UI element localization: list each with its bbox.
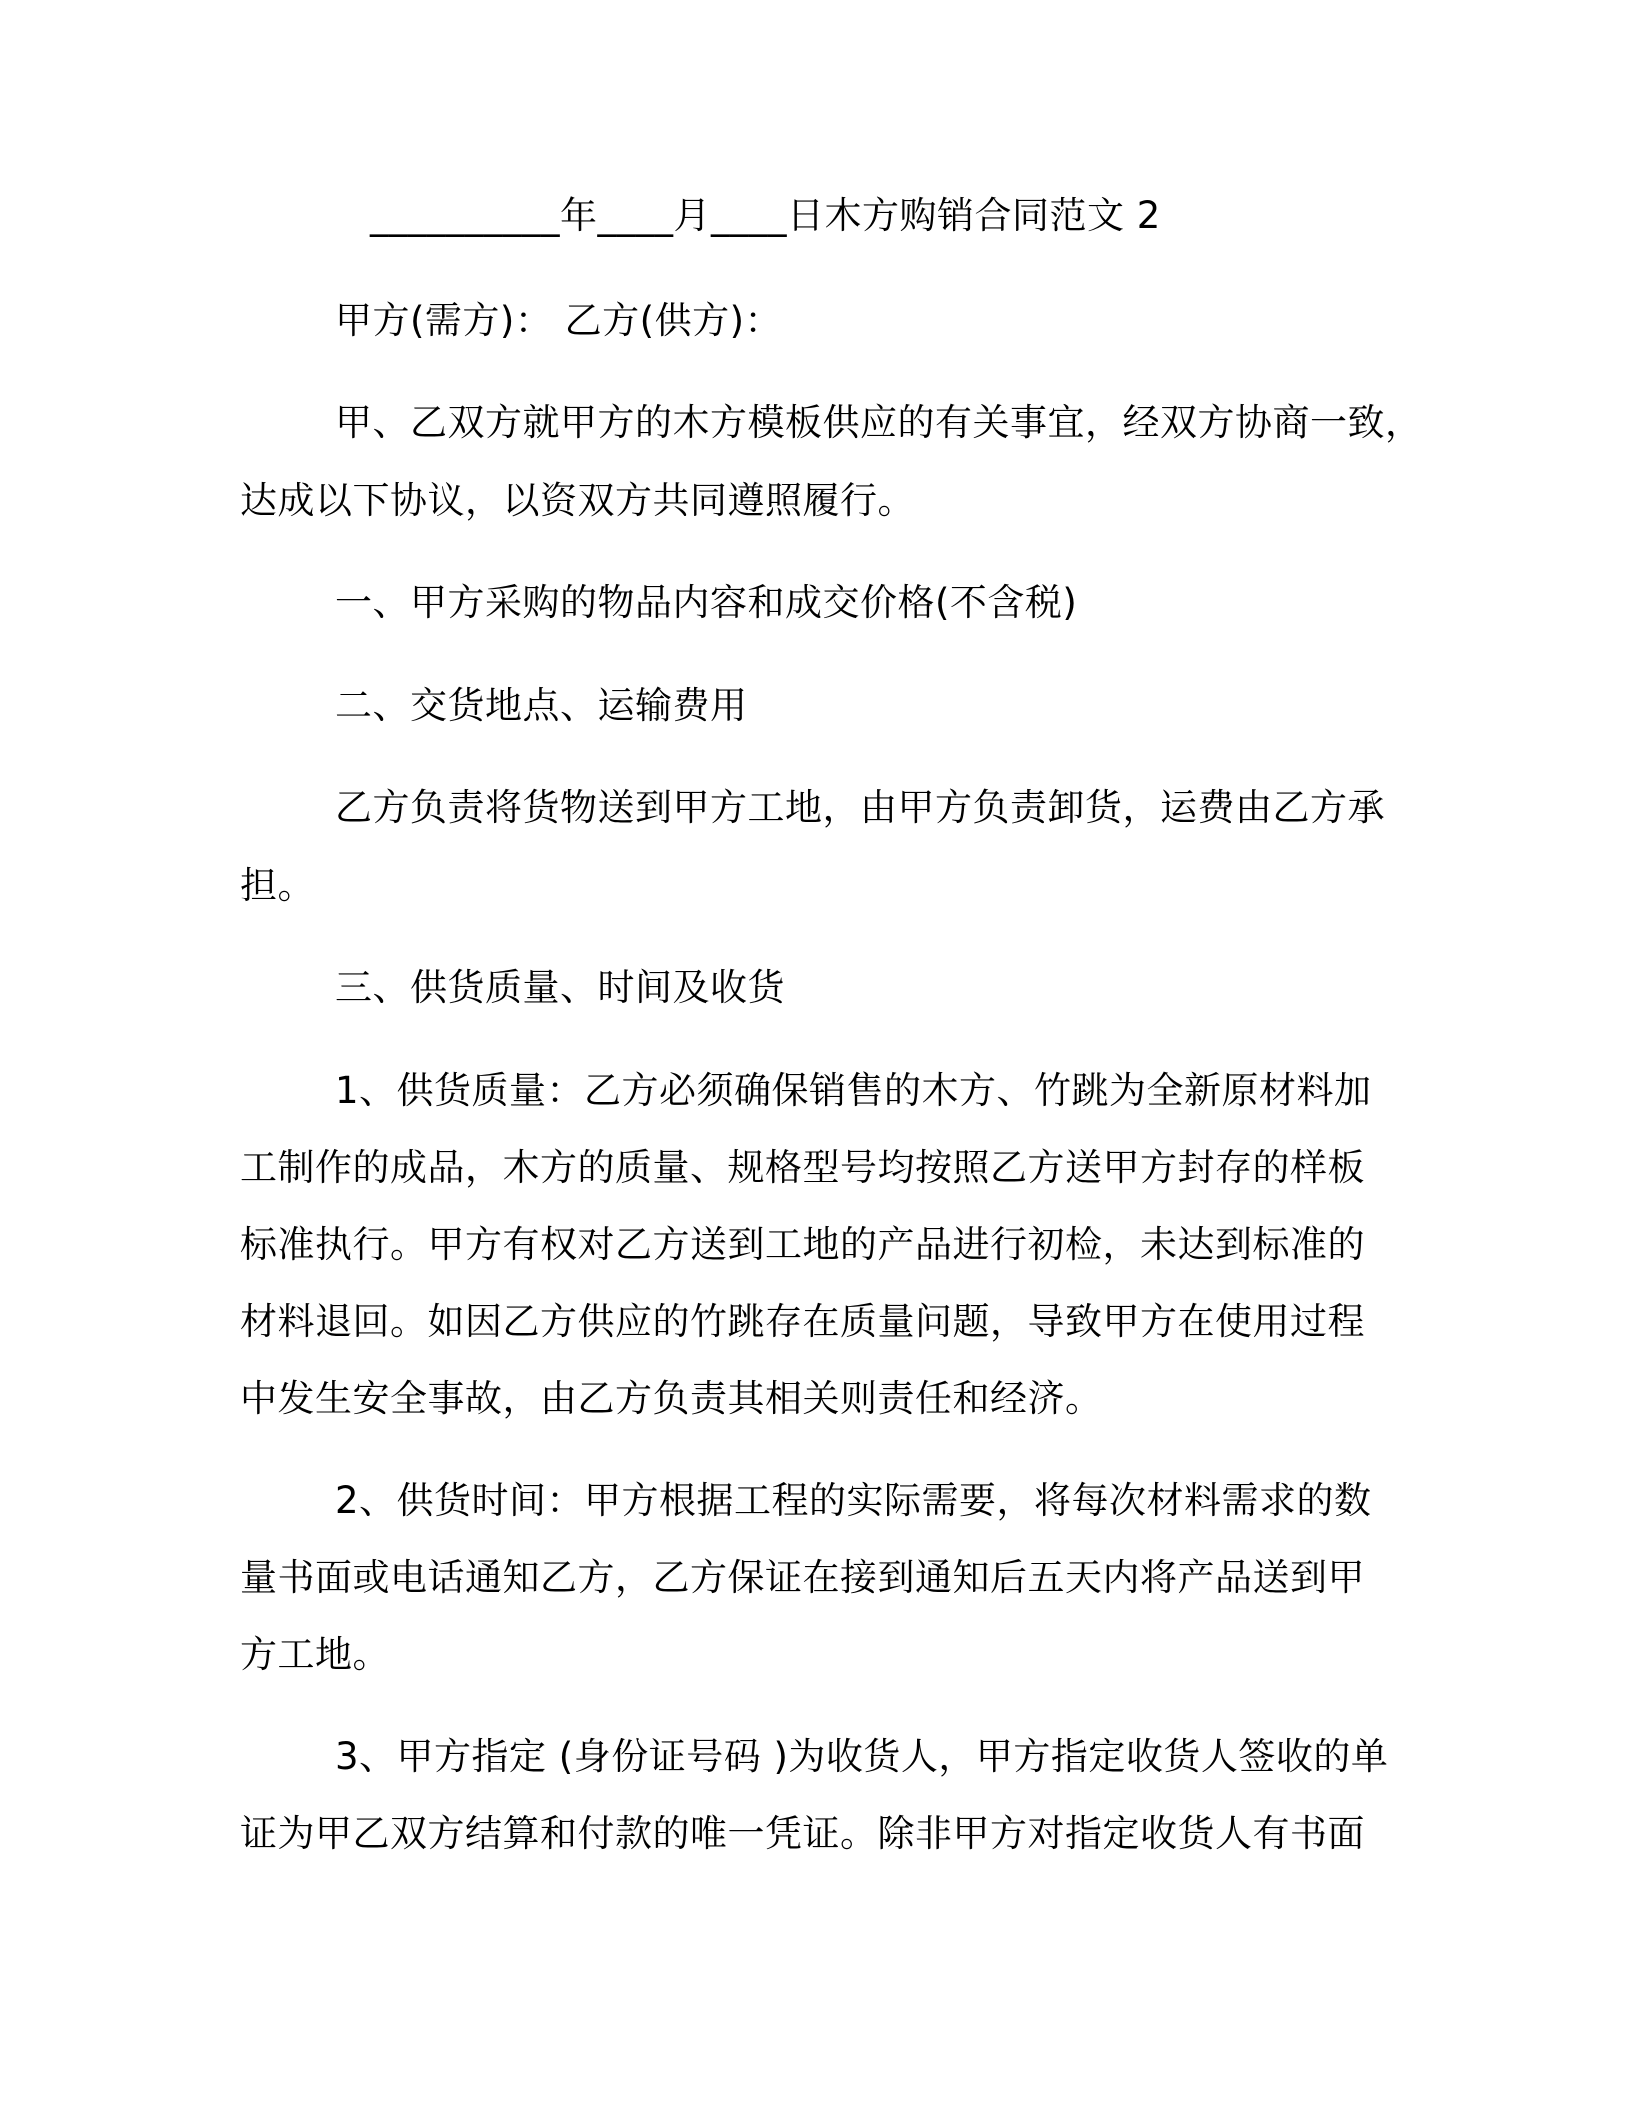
paragraph-line: 工制作的成品，木方的质量、规格型号均按照乙方送甲方封存的样板 — [240, 1146, 1365, 1189]
paragraph-line: 材料退回。如因乙方供应的竹跳存在质量问题，导致甲方在使用过程 — [240, 1300, 1365, 1343]
document-title: __________年____月____日木方购销合同范文 2 — [370, 194, 1161, 237]
section-heading: 三、供货质量、时间及收货 — [335, 966, 785, 1009]
paragraph-line: 证为甲乙双方结算和付款的唯一凭证。除非甲方对指定收货人有书面 — [240, 1812, 1365, 1855]
paragraph-line: 达成以下协议，以资双方共同遵照履行。 — [240, 479, 915, 522]
paragraph-line: 1、供货质量：乙方必须确保销售的木方、竹跳为全新原材料加 — [335, 1069, 1372, 1112]
paragraph-line: 甲、乙双方就甲方的木方模板供应的有关事宜，经双方协商一致， — [335, 401, 1423, 444]
paragraph-line: 量书面或电话通知乙方，乙方保证在接到通知后五天内将产品送到甲 — [240, 1556, 1365, 1599]
parties-line: 甲方(需方)： 乙方(供方)： — [335, 299, 783, 342]
paragraph-line: 中发生安全事故，由乙方负责其相关则责任和经济。 — [240, 1377, 1103, 1420]
paragraph-line: 2、供货时间：甲方根据工程的实际需要，将每次材料需求的数 — [335, 1479, 1372, 1522]
section-heading: 一、甲方采购的物品内容和成交价格(不含税) — [335, 581, 1078, 624]
paragraph-line: 3、甲方指定 (身份证号码 )为收货人，甲方指定收货人签收的单 — [335, 1735, 1389, 1778]
paragraph-line: 标准执行。甲方有权对乙方送到工地的产品进行初检，未达到标准的 — [240, 1223, 1365, 1266]
paragraph-line: 担。 — [240, 864, 315, 907]
section-heading: 二、交货地点、运输费用 — [335, 684, 748, 727]
paragraph-line: 方工地。 — [240, 1633, 390, 1676]
paragraph-line: 乙方负责将货物送到甲方工地，由甲方负责卸货，运费由乙方承 — [335, 786, 1385, 829]
